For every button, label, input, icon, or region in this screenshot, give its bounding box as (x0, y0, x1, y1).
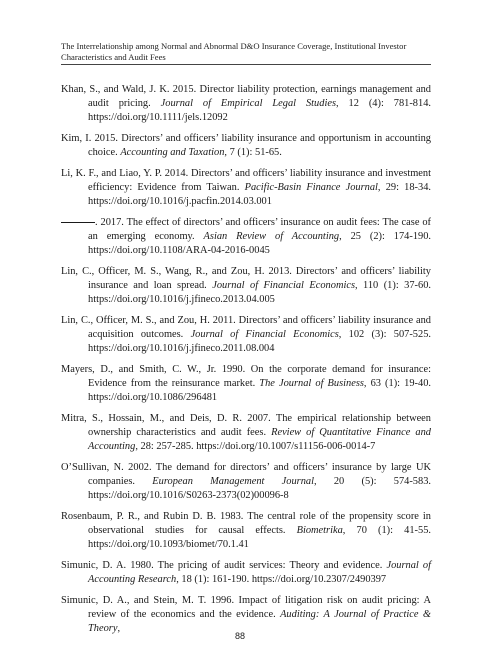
journal-title: Pacific-Basin Finance Journal (244, 182, 378, 193)
journal-title: Accounting and Taxation (120, 147, 225, 158)
header-rule (61, 64, 431, 65)
running-header (61, 41, 431, 62)
journal-title: Journal of Financial Economics (212, 280, 355, 291)
journal-title: Auditing: A Journal of Practice & Theory (88, 609, 431, 634)
same-author-dash (61, 222, 95, 223)
journal-title: Review of Quantitative Finance and Accounting (88, 427, 431, 452)
reference-entry: Mayers, D., and Smith, C. W., Jr. 1990. On the corporate demand for insurance: Evidence from the reinsurance market. The Journal of Business, 63 (1): 19-40. https://doi.org/10.1086/296481 (61, 364, 431, 403)
reference-entry: Kim, I. 2015. Directors’ and officers’ liability insurance and opportunism in accounting choice. Accounting and Taxation, 7 (1): 51-65. (61, 133, 431, 158)
running-header-line-1: The Interrelationship among Normal and Abnormal D&O Insurance Coverage, Institutional Investor (61, 41, 407, 51)
journal-title: European Management Journal (152, 476, 314, 487)
reference-entry: Lin, C., Officer, M. S., and Zou, H. 2011. Directors’ and officers’ liability insurance and acquisition outcomes. Journal of Financial Economics, 102 (3): 507-525. https://doi.org/10.1016/j.jfineco.2011.08.004 (61, 315, 431, 354)
journal-title: Journal of Empirical Legal Studies (160, 98, 336, 109)
journal-title: The Journal of Business (259, 378, 364, 389)
reference-entry: Mitra, S., Hossain, M., and Deis, D. R. 2007. The empirical relationship between ownership characteristics and audit fees. Review of Quantitative Finance and Accounting, 28: 257-285. https://doi.org/10.1007/s11156-006-0014-7 (61, 413, 431, 452)
page-number: 88 (234, 631, 245, 641)
reference-entry: Lin, C., Officer, M. S., Wang, R., and Zou, H. 2013. Directors’ and officers’ liability insurance and loan spread. Journal of Financial Economics, 110 (1): 37-60. https://doi.org/10.1016/j.jfineco.2013.04.005 (61, 266, 431, 305)
reference-entry: Li, K. F., and Liao, Y. P. 2014. Directors’ and officers’ liability insurance and investment efficiency: Evidence from Taiwan. Pacific-Basin Finance Journal, 29: 18-34. https://doi.org/10.1016/j.pacfin.2014.03.001 (61, 168, 431, 207)
reference-entry: O’Sullivan, N. 2002. The demand for directors’ and officers’ insurance by large UK companies. European Management Journal, 20 (5): 574-583. https://doi.org/10.1016/S0263-2373(02)00096-8 (61, 462, 431, 501)
reference-entry: Rosenbaum, P. R., and Rubin D. B. 1983. The central role of the propensity score in observational studies for causal effects. Biometrika, 70 (1): 41-55. https://doi.org/10.1093/biomet/70.1.41 (61, 511, 431, 550)
journal-title: Journal of Financial Economics (190, 329, 339, 340)
reference-entry: . 2017. The effect of directors’ and officers’ insurance on audit fees: The case of an emerging economy. Asian Review of Accounting, 25 (2): 174-190. https://doi.org/10.1108/ARA-04-2016-0045 (61, 216, 431, 258)
journal-title: Asian Review of Accounting (203, 231, 340, 242)
journal-title: Journal of Accounting Research (88, 560, 431, 585)
reference-entry: Khan, S., and Wald, J. K. 2015. Director liability protection, earnings management and audit pricing. Journal of Empirical Legal Studies, 12 (4): 781-814. https://doi.org/10.1111/jels.12092 (61, 84, 431, 123)
reference-entry: Simunic, D. A. 1980. The pricing of audit services: Theory and evidence. Journal of Accounting Research, 18 (1): 161-190. https://doi.org/10.2307/2490397 (61, 560, 431, 585)
reference-list (61, 83, 431, 643)
running-header-line-2: Characteristics and Audit Fees (61, 51, 166, 62)
reference-entry: Simunic, D. A., and Stein, M. T. 1996. Impact of litigation risk on audit pricing: A review of the economics and the evidence. Auditing: A Journal of Practice & Theory, (61, 595, 431, 634)
journal-title: Biometrika (296, 525, 343, 536)
